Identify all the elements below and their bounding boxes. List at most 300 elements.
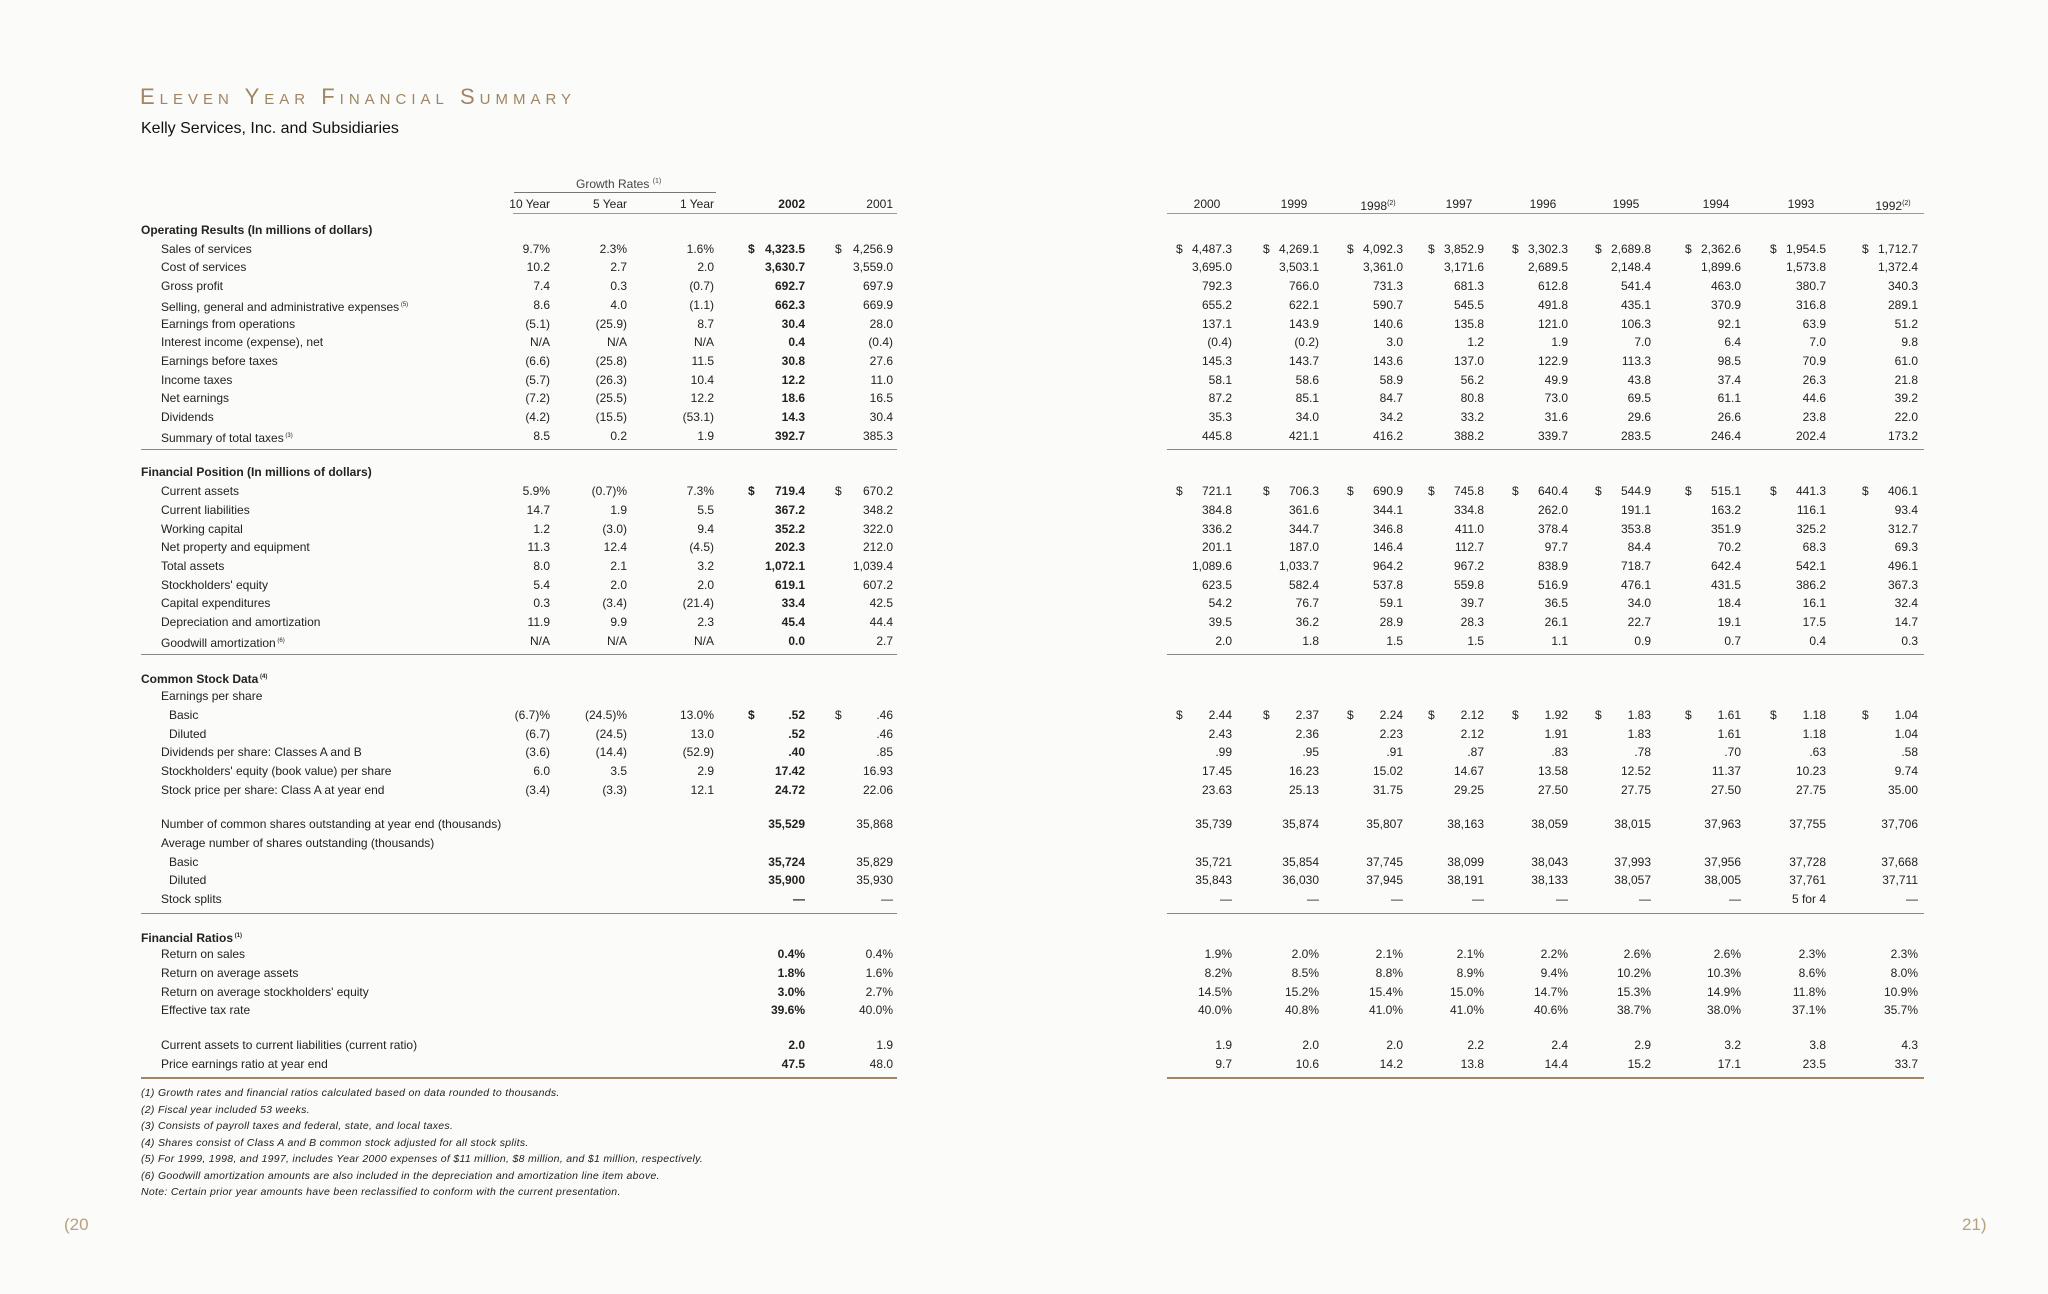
row-label [161,1036,417,1054]
cell-value: .85 [876,745,893,760]
cell-value: 745.8 [1453,484,1484,499]
currency-symbol: $ [1595,707,1602,722]
cell-value: 385.3 [862,428,893,443]
column-header: 10 Year [509,197,550,211]
row-label [161,482,239,500]
column-header-label: 1993 [1787,197,1815,211]
cell-value: 35.00 [1887,782,1918,797]
cell-value: 35,829 [856,854,893,869]
table-row [141,725,1941,743]
column-header-label: 2000 [1193,197,1221,211]
footnote: Note: Certain prior year amounts have been reclassified to conform with the current presentation. [141,1186,621,1199]
cell-value: 14.4 [1544,1056,1568,1071]
currency-symbol: $ [1862,241,1869,256]
cell-value: 353.8 [1620,521,1651,536]
cell-value: 35.7% [1883,1003,1918,1018]
cell-value: 112.7 [1454,540,1484,555]
column-header-label: 1995 [1612,197,1640,211]
cell-value: 39.5 [1208,615,1232,629]
cell-value: 537.8 [1372,577,1403,592]
cell-value: 98.5 [1717,353,1741,368]
table-row [141,277,1941,295]
cell-value: 23.5 [1802,1056,1826,1071]
row-label [161,408,214,426]
cell-value: 312.7 [1887,521,1918,536]
cell-value: 2.0 [788,1038,805,1053]
cell-value: 590.7 [1372,297,1403,312]
cell-value: 26.3 [1802,372,1826,387]
cell-value: 334.8 [1453,502,1484,517]
row-label [161,333,323,351]
currency-symbol: $ [1263,707,1270,722]
cell-value: 2.6% [1623,947,1651,962]
row-label-text: Summary of total taxes [161,430,284,445]
cell-value: 84.7 [1379,391,1403,406]
cell-value: 10.2% [1616,966,1651,981]
cell-value: 30.8 [781,353,805,368]
section-heading [141,927,1941,945]
cell-value: 640.4 [1537,484,1568,499]
cell-value: 27.75 [1795,782,1826,797]
cell-value: 12.52 [1620,763,1651,778]
table-row [141,371,1941,389]
cell-value: 0.4% [777,947,805,962]
cell-value: 63.9 [1802,316,1826,331]
cell-value: (24.5) [595,726,627,741]
cell-value: 2.9 [1634,1038,1651,1053]
row-label-text: Earnings per share [161,689,263,704]
currency-symbol: $ [748,707,755,722]
cell-value: 3.8 [1809,1038,1826,1053]
row-label [169,853,198,871]
cell-value: 1,712.7 [1877,241,1918,256]
row-label [161,781,384,799]
currency-symbol: $ [835,241,842,256]
cell-value: (3.0) [602,521,627,536]
cell-value: (4.2) [525,410,550,424]
footnote: (4) Shares consist of Class A and B common stock adjusted for all stock splits. [141,1136,529,1149]
cell-value: 69.5 [1627,391,1651,406]
row-label-text: Net earnings [161,391,230,406]
table-row [141,1036,1941,1054]
cell-value: 23.8 [1802,410,1826,424]
row-label [141,927,242,947]
cell-value: 8.6 [533,297,550,312]
cell-value: 0.4% [865,947,893,962]
cell-value: 655.2 [1201,297,1232,312]
cell-value: 7.4 [533,279,550,294]
header-footnote-marker: (2) [1387,200,1396,207]
cell-value: — [881,891,893,906]
cell-value: 2.7 [610,260,627,275]
cell-value: 40.6% [1533,1003,1568,1018]
header-rule-right [1167,213,1924,214]
cell-value: — [793,891,805,906]
footnote-marker: (4) [258,674,268,681]
table-row [141,258,1941,276]
table-row [141,240,1941,258]
cell-value: 1.04 [1894,707,1918,722]
cell-value: 14.2 [1379,1056,1403,1071]
cell-value: 316.8 [1795,297,1826,312]
cell-value: 202.4 [1795,428,1826,443]
row-label [161,520,243,538]
table-row [141,538,1941,556]
cell-value: 1.92 [1544,707,1568,722]
row-label [161,371,232,389]
currency-symbol: $ [1428,707,1435,722]
cell-value: 406.1 [1887,484,1918,499]
cell-value: 37.4 [1717,372,1741,387]
cell-value: 43.8 [1627,372,1651,387]
cell-value: 84.4 [1627,540,1651,555]
cell-value: 202.3 [774,540,805,555]
cell-value: 37,711 [1882,873,1918,888]
cell-value: 3.0 [1386,335,1403,350]
row-label-text: Return on average assets [161,966,299,981]
cell-value: 35,843 [1195,873,1232,888]
row-label [161,557,224,575]
currency-symbol: $ [835,484,842,499]
table-row [141,482,1941,500]
cell-value: 2.0 [610,577,627,592]
cell-value: 35,721 [1195,854,1232,869]
cell-value: 1.5 [1386,633,1403,648]
row-label-text: Dividends per share: Classes A and B [161,745,362,760]
cell-value: (6.6) [525,353,550,368]
cell-value: 4.3 [1901,1038,1918,1053]
page-number-right: 21) [1962,1215,1987,1234]
cell-value: 10.23 [1795,763,1826,778]
cell-value: .83 [1551,745,1568,760]
cell-value: 45.4 [781,615,805,629]
cell-value: 38,133 [1531,873,1568,888]
row-label-text: Dividends [161,410,214,424]
cell-value: 283.5 [1620,428,1651,443]
cell-value: 3,302.3 [1527,241,1568,256]
row-label [141,668,267,688]
cell-value: 9.7 [1215,1056,1232,1071]
cell-value: 352.2 [774,521,805,536]
cell-value: 4,256.9 [852,241,893,256]
cell-value: 173.2 [1887,428,1918,443]
cell-value: 2.4 [1551,1038,1568,1053]
cell-value: 1.9 [876,1038,893,1053]
row-label-text: Stockholders' equity (book value) per share [161,763,392,778]
column-header [1518,196,1568,212]
row-label [161,277,223,295]
column-header [1601,196,1651,212]
cell-value: 5.5 [697,502,714,517]
cell-value: 2.44 [1208,707,1232,722]
cell-value: 14.67 [1453,763,1484,778]
cell-value: 11.5 [691,353,714,368]
cell-value: 8.8% [1375,966,1403,981]
cell-value: 35,739 [1195,817,1232,832]
cell-value: 2,689.8 [1610,241,1651,256]
row-label-text: Total assets [161,558,225,573]
cell-value: 38.0% [1706,1003,1741,1018]
cell-value: 2.37 [1295,707,1319,722]
cell-value: 29.25 [1453,782,1484,797]
row-label-text: Return on sales [161,947,246,962]
row-label-text: Depreciation and amortization [161,615,321,629]
cell-value: 14.5% [1197,984,1232,999]
page-number-left: (20 [64,1215,89,1234]
cell-value: 13.58 [1537,763,1568,778]
cell-value: 1.9% [1204,947,1232,962]
column-header-label: 1994 [1702,197,1730,211]
cell-value: 37,745 [1366,854,1403,869]
cell-value: 9.74 [1894,763,1918,778]
cell-value: 3,171.6 [1443,260,1484,275]
currency-symbol: $ [1176,707,1183,722]
cell-value: .78 [1634,745,1651,760]
cell-value: (24.5)% [584,707,627,722]
cell-value: 187.0 [1288,540,1319,555]
cell-value: 92.1 [1717,316,1741,331]
row-label-text: Current liabilities [161,502,250,517]
cell-value: 87.2 [1208,391,1232,406]
cell-value: 2.12 [1460,707,1484,722]
cell-value: 3.5 [610,763,627,778]
cell-value: 137.0 [1453,353,1484,368]
cell-value: 2,148.4 [1610,260,1651,275]
row-label-text: Number of common shares outstanding at year end (thousands) [161,817,502,832]
cell-value: 116.1 [1796,502,1826,517]
cell-value: 44.6 [1802,391,1826,406]
cell-value: 1.9 [1215,1038,1232,1053]
cell-value: 15.0% [1449,984,1484,999]
cell-value: 2.1% [1375,947,1403,962]
cell-value: 37,755 [1789,817,1826,832]
cell-value: 706.3 [1288,484,1319,499]
row-label-text: Net property and equipment [161,540,310,555]
cell-value: 697.9 [862,279,893,294]
cell-value: (4.5) [689,540,714,555]
column-header: 2002 [778,197,805,211]
row-label-text: Financial Position (In millions of dollars) [141,465,372,480]
cell-value: 1.5 [1467,633,1484,648]
cell-value: 2.3% [599,241,627,256]
cell-value: 16.93 [862,763,893,778]
cell-value: 582.4 [1288,577,1319,592]
table-row [141,983,1941,1001]
cell-value: 1,954.5 [1785,241,1826,256]
cell-value: 2.36 [1295,726,1319,741]
cell-value: 38,099 [1447,854,1484,869]
cell-value: 13.8 [1460,1056,1484,1071]
cell-value: 18.4 [1717,596,1741,611]
cell-value: (53.1) [682,410,714,424]
cell-value: 80.8 [1460,391,1484,406]
cell-value: .87 [1467,745,1484,760]
cell-value: 0.2 [610,428,627,443]
cell-value: 163.2 [1710,502,1741,517]
cell-value: 2.0% [1291,947,1319,962]
cell-value: 1.18 [1802,707,1826,722]
currency-symbol: $ [1770,241,1777,256]
row-label-text: Earnings before taxes [161,353,278,368]
currency-symbol: $ [1428,241,1435,256]
cell-value: 8.9% [1456,966,1484,981]
cell-value: 39.6% [770,1003,805,1018]
row-label-text: Stock price per share: Class A at year end [161,782,385,797]
cell-value: 2.3 [697,615,714,629]
cell-value: 370.9 [1710,297,1741,312]
footnote-marker: (6) [275,637,285,644]
cell-value: 491.8 [1537,297,1568,312]
cell-value: 8.2% [1204,966,1232,981]
cell-value: 4.0 [610,297,627,312]
currency-symbol: $ [1263,241,1270,256]
row-label [161,632,285,652]
section-divider [141,449,897,450]
cell-value: 6.4 [1724,335,1741,350]
cell-value: 544.9 [1620,484,1651,499]
cell-value: 25.13 [1288,782,1319,797]
cell-value: — [1391,891,1403,906]
cell-value: 1,089.6 [1191,558,1232,573]
footnote: (1) Growth rates and financial ratios calculated based on data rounded to thousands. [141,1087,560,1100]
column-header [1691,196,1741,212]
cell-value: 2.0 [1386,1038,1403,1053]
currency-symbol: $ [1862,707,1869,722]
cell-value: 2.1 [610,558,627,573]
cell-value: 51.2 [1894,316,1918,331]
row-label [161,762,391,780]
row-label [161,964,298,982]
row-label-text: Stockholders' equity [161,577,269,592]
cell-value: 2.24 [1379,707,1403,722]
currency-symbol: $ [748,484,755,499]
cell-value: 31.75 [1372,782,1403,797]
cell-value: 2.3% [1798,947,1826,962]
cell-value: 8.5 [533,428,550,443]
row-label-text: Current assets [161,484,240,499]
row-label-text: Goodwill amortization [161,635,276,650]
cell-value: 1.18 [1802,726,1826,741]
row-label [161,296,408,316]
currency-symbol: $ [1512,484,1519,499]
row-label-text: Interest income (expense), net [161,335,324,350]
cell-value: 93.4 [1894,502,1918,517]
cell-value: 10.9% [1883,984,1918,999]
cell-value: 463.0 [1710,279,1741,294]
table-row [141,687,1941,705]
cell-value: 361.6 [1288,502,1319,517]
cell-value: 392.7 [774,428,805,443]
cell-value: 1.9 [697,428,714,443]
cell-value: 348.2 [862,502,893,517]
column-header: 1 Year [679,197,714,211]
cell-value: — [1556,891,1568,906]
column-header-label: 1997 [1445,197,1473,211]
cell-value: 7.0 [1634,335,1651,350]
section-heading [141,463,1941,481]
cell-value: 15.2 [1627,1056,1651,1071]
cell-value: 15.2% [1284,984,1319,999]
cell-value: 380.7 [1795,279,1826,294]
cell-value: .63 [1809,745,1826,760]
cell-value: N/A [693,633,714,648]
cell-value: 0.4 [1809,633,1826,648]
cell-value: N/A [693,335,714,350]
cell-value: 496.1 [1887,558,1918,573]
cell-value: (25.8) [595,353,627,368]
cell-value: 9.7% [522,241,550,256]
cell-value: 619.1 [774,577,805,592]
cell-value: (1.1) [689,297,714,312]
cell-value: 2.1% [1456,947,1484,962]
cell-value: 2.23 [1379,726,1403,741]
cell-value: (0.4) [1207,335,1232,350]
cell-value: 3.0% [777,984,805,999]
cell-value: 56.2 [1460,372,1484,387]
cell-value: 35,930 [856,873,893,888]
cell-value: 8.6% [1798,966,1826,981]
row-label-text: Basic [169,854,199,869]
cell-value: 1.04 [1894,726,1918,741]
column-header: 2001 [866,197,893,211]
table-row [141,945,1941,963]
cell-value: (15.5) [595,410,627,424]
cell-value: 9.8 [1901,335,1918,350]
cell-value: 201.1 [1201,540,1232,555]
cell-value: 2.7 [876,633,893,648]
cell-value: 0.9 [1634,633,1651,648]
page-title: Eleven Year Financial Summary [140,84,577,109]
cell-value: 435.1 [1620,297,1651,312]
cell-value: 612.8 [1537,279,1568,294]
cell-value: — [1220,891,1232,906]
table-row [141,408,1941,426]
cell-value: 40.8% [1284,1003,1319,1018]
table-row [141,762,1941,780]
cell-value: 70.9 [1802,353,1826,368]
row-label [169,706,198,724]
cell-value: 135.8 [1453,316,1484,331]
cell-value: 4,092.3 [1362,241,1403,256]
currency-symbol: $ [1862,484,1869,499]
cell-value: 411.0 [1454,521,1484,536]
table-row [141,1001,1941,1019]
cell-value: 516.9 [1537,577,1568,592]
cell-value: 1,372.4 [1877,260,1918,275]
row-label [161,890,222,908]
cell-value: 24.72 [774,782,805,797]
cell-value: 22.7 [1627,615,1651,629]
table-row [141,389,1941,407]
table-row [141,632,1941,650]
cell-value: 28.0 [869,316,893,331]
currency-symbol: $ [1595,484,1602,499]
cell-value: 384.8 [1201,502,1232,517]
row-label-text: Gross profit [161,279,224,294]
table-row [141,594,1941,612]
cell-value: 719.4 [774,484,805,499]
cell-value: 838.9 [1537,558,1568,573]
table-row [141,576,1941,594]
row-label-text: Basic [169,707,199,722]
cell-value: 545.5 [1453,297,1484,312]
table-row [141,815,1941,833]
cell-value: 18.6 [781,391,805,406]
cell-value: N/A [529,633,550,648]
cell-value: 33.4 [781,596,805,611]
currency-symbol: $ [1347,484,1354,499]
footnote: (3) Consists of payroll taxes and federal, state, and local taxes. [141,1120,454,1133]
